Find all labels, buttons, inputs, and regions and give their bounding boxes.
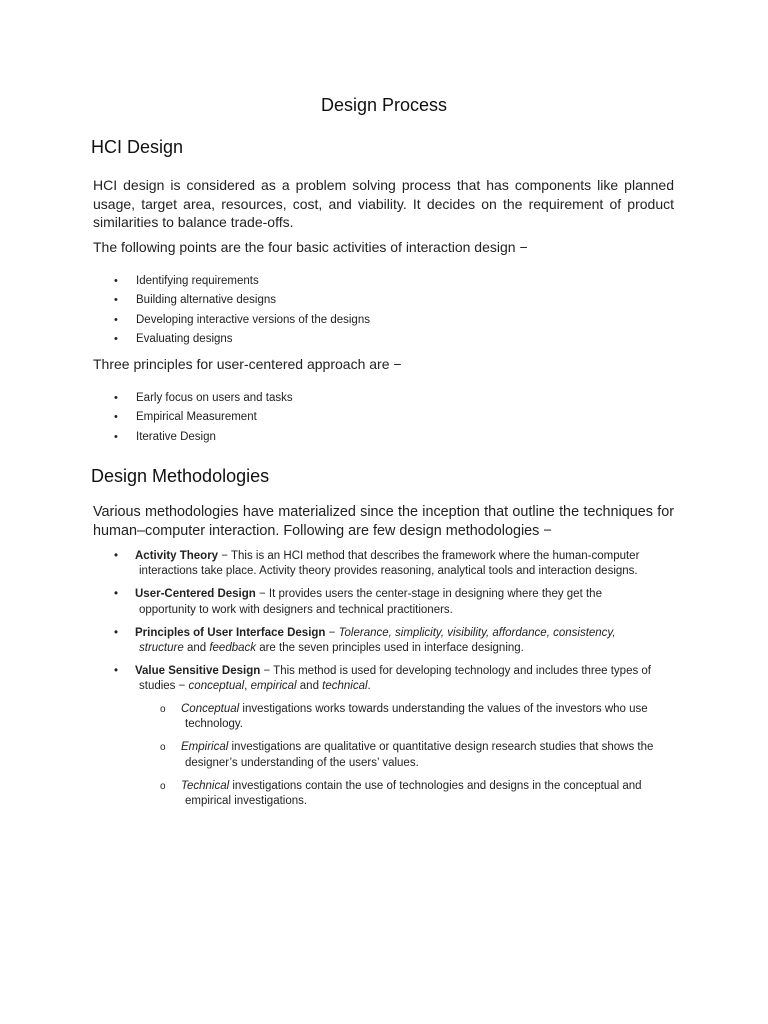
list-item: • Building alternative designs [0, 291, 370, 310]
method-item-value-sensitive-design: • Value Sensitive Design − This method is used for developing technology and includes three types of studies − conceptual, empirical and technical. [114, 665, 651, 693]
investigation-item-conceptual: o Conceptual investigations works towards understanding the values of the investors who use technology. [160, 703, 648, 731]
list-item: • Developing interactive versions of the designs [0, 311, 370, 330]
method-name: User-Centered Design [135, 588, 256, 601]
bullet-icon: • [114, 665, 119, 678]
bullet-icon: • [114, 333, 118, 346]
investigations-list [0, 702, 674, 817]
bullet-icon: • [114, 313, 118, 326]
list-item: • Empirical Measurement [0, 408, 293, 427]
method-name: Activity Theory [135, 550, 219, 562]
bullet-icon: • [114, 626, 119, 639]
method-item-activity-theory: • Activity Theory − This is an HCI method that describes the framework where the human-computer interactions take place. Activity theory provides reasoning, analytical tools and interaction designs. [114, 550, 640, 578]
page-title: Design Process [320, 95, 448, 115]
principles-lead: Three principles for user-centered approach are − [93, 356, 402, 372]
list-item: • Iterative Design [0, 428, 293, 447]
bullet-icon: • [114, 430, 118, 443]
bullet-icon: • [114, 411, 118, 424]
method-item-ui-principles: • Principles of User Interface Design − Tolerance, simplicity, visibility, affordance, consistency, structure and feedback are the seven principles used in interface designing. [114, 626, 616, 655]
activities-list [0, 272, 370, 350]
list-item: • Early focus on users and tasks [0, 389, 293, 408]
bullet-icon: • [114, 275, 118, 287]
circle-bullet-icon: o [160, 742, 166, 754]
principles-list [0, 389, 293, 447]
activities-lead: The following points are the four basic activities of interaction design − [93, 239, 528, 255]
investigation-item-technical: o Technical investigations contain the use of technologies and designs in the conceptual and empirical investigations. [160, 779, 642, 808]
method-name: Principles of User Interface Design [135, 626, 326, 639]
method-name: Value Sensitive Design [135, 665, 261, 678]
hci-design-heading: HCI Design [91, 137, 184, 157]
methods-list [0, 549, 674, 703]
circle-bullet-icon: o [160, 704, 166, 715]
list-item: • Evaluating designs [0, 330, 370, 349]
hci-design-intro: HCI design is considered as a problem solving process that has components like planned usage, target area, resources, cost, and viability. It decides on the requirement of product similarities to balance trade-offs. [93, 177, 674, 230]
design-methodologies-heading: Design Methodologies [91, 466, 270, 486]
list-item: • Identifying requirements [0, 272, 370, 291]
methodologies-intro: Various methodologies have materialized since the inception that outline the techniques for human–computer interaction. Following are few design methodologies − [93, 504, 674, 539]
bullet-icon: • [114, 588, 119, 601]
investigation-item-empirical: o Empirical investigations are qualitative or quantitative design research studies that shows the designer’s understanding of the users’ values. [160, 741, 654, 769]
method-item-user-centered-design: • User-Centered Design − It provides users the center-stage in designing where they get the opportunity to work with designers and technical practitioners. [114, 588, 602, 616]
bullet-icon: • [114, 294, 118, 307]
bullet-icon: • [114, 392, 118, 404]
bullet-icon: • [114, 550, 119, 562]
circle-bullet-icon: o [160, 780, 166, 792]
